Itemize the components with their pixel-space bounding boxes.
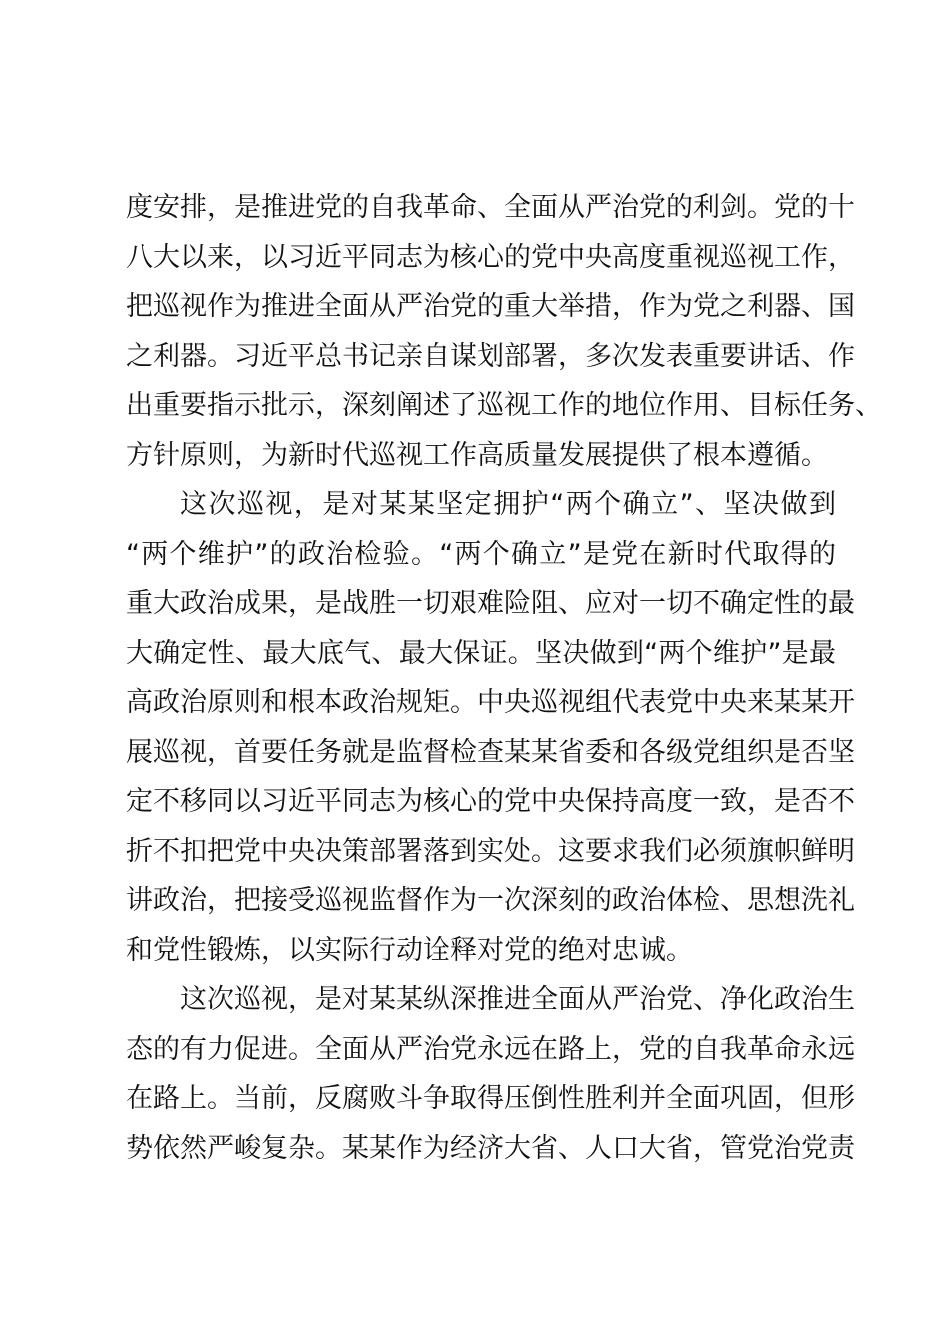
text-line: 八大以来，以习近平同志为核心的党中央高度重视巡视工作，	[126, 241, 855, 273]
text-line: 这次巡视，是对某某坚定拥护“两个确立”、坚决做到	[180, 489, 836, 520]
text-line: 和党性锻炼，以实际行动诠释对党的绝对忠诚。	[126, 934, 693, 966]
text-line: 重大政治成果，是战胜一切艰难险阻、应对一切不确定性的最	[126, 588, 855, 619]
text-line: 态的有力促进。全面从严治党永远在路上，党的自我革命永远	[126, 1033, 855, 1065]
paragraph	[126, 480, 855, 975]
text-line: 方针原则，为新时代巡视工作高质量发展提供了根本遵循。	[126, 439, 828, 471]
paragraph	[126, 975, 855, 1173]
text-line: 在路上。当前，反腐败斗争取得压倒性胜利并全面巩固，但形	[126, 1083, 855, 1114]
text-line: “两个维护”的政治检验。“两个确立”是党在新时代取得的	[126, 538, 836, 570]
text-line: 度安排，是推进党的自我革命、全面从严治党的利剑。党的十	[126, 192, 855, 223]
text-line: 高政治原则和根本政治规矩。中央巡视组代表党中央来某某开	[126, 687, 855, 718]
body-text	[126, 183, 882, 1173]
text-line: 之利器。习近平总书记亲自谋划部署，多次发表重要讲话、作	[126, 340, 855, 372]
text-line: 讲政治，把接受巡视监督作为一次深刻的政治体检、思想洗礼	[126, 885, 855, 916]
text-line: 大确定性、最大底气、最大保证。坚决做到“两个维护”是最	[126, 637, 836, 669]
text-line: 折不扣把党中央决策部署落到实处。这要求我们必须旗帜鲜明	[126, 835, 855, 867]
text-line: 展巡视，首要任务就是监督检查某某省委和各级党组织是否坚	[126, 736, 855, 768]
text-line: 这次巡视，是对某某纵深推进全面从严治党、净化政治生	[180, 984, 855, 1015]
text-line: 把巡视作为推进全面从严治党的重大举措，作为党之利器、国	[126, 291, 855, 322]
paragraph	[126, 183, 882, 480]
text-line: 定不移同以习近平同志为核心的党中央保持高度一致，是否不	[126, 786, 855, 817]
text-line: 出重要指示批示，深刻阐述了巡视工作的地位作用、目标任务、	[126, 390, 882, 421]
text-line: 势依然严峻复杂。某某作为经济大省、人口大省，管党治党责	[126, 1132, 855, 1164]
